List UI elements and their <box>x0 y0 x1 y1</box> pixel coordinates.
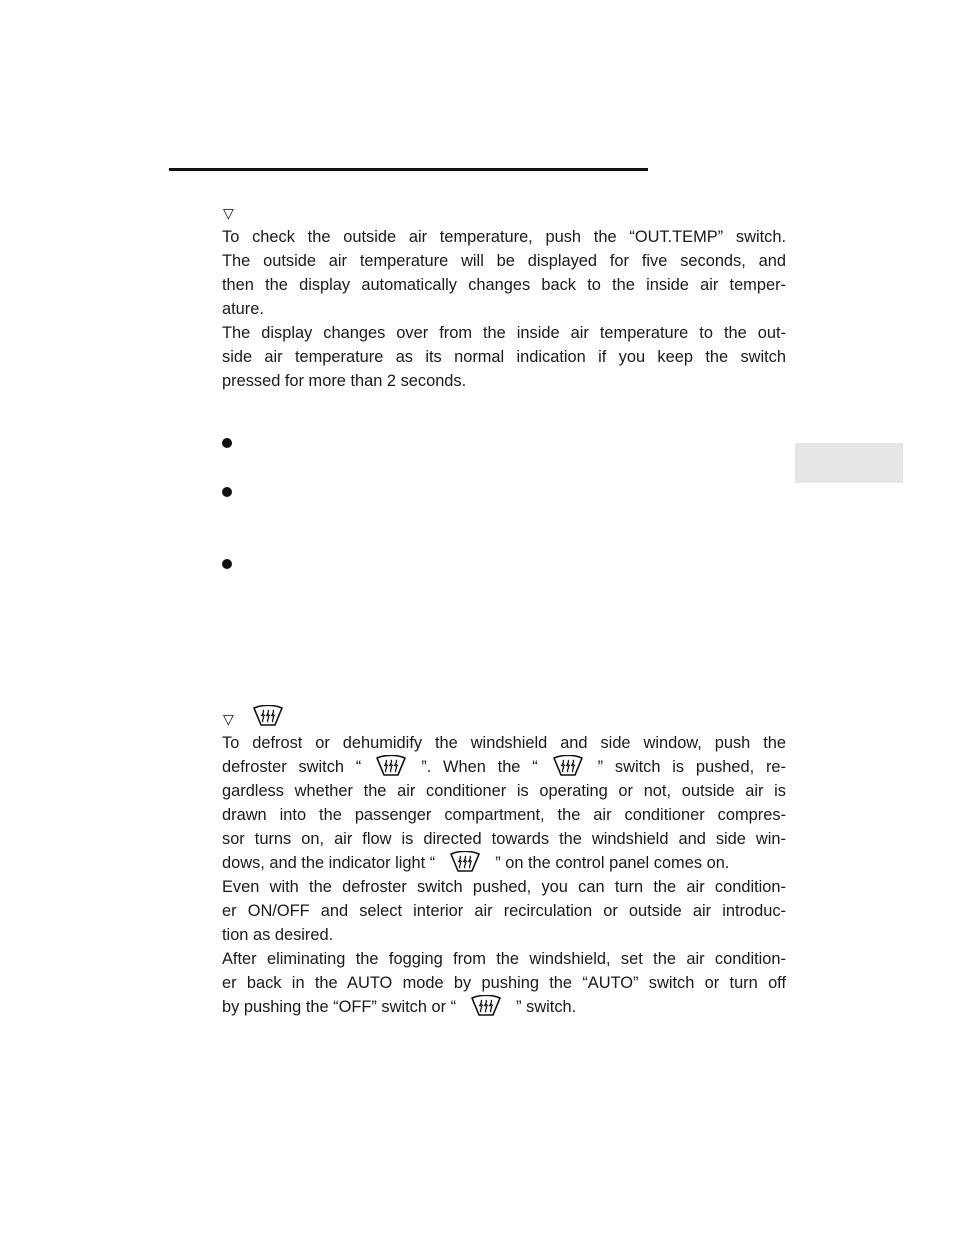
text-line: er back in the AUTO mode by pushing the “AUTO” switch or turn off <box>222 974 786 992</box>
triangle-marker-icon: ▽ <box>223 711 234 727</box>
text-line: tion as desired. <box>222 926 334 944</box>
section-rule <box>169 168 648 171</box>
text-segment: ”. When the “ <box>421 758 538 776</box>
triangle-marker-icon: ▽ <box>223 205 234 221</box>
text-segment: dows, and the indicator light “ <box>222 854 436 872</box>
text-line: The outside air temperature will be displayed for five seconds, and <box>222 252 786 270</box>
text-line <box>222 851 786 875</box>
defroster-icon <box>470 995 502 1017</box>
text-segment: defroster switch “ <box>222 758 362 776</box>
text-line: Even with the defroster switch pushed, you can turn the air condition- <box>222 878 786 896</box>
defroster-icon <box>375 755 407 777</box>
text-line: then the display automatically changes back to the inside air temper- <box>222 276 786 294</box>
bullet-icon <box>222 559 232 569</box>
text-line: drawn into the passenger compartment, the air conditioner compres- <box>222 806 786 824</box>
defroster-icon <box>252 705 284 727</box>
text-line: er ON/OFF and select interior air recirculation or outside air introduc- <box>222 902 786 920</box>
outside-temp-paragraph <box>222 225 786 393</box>
defroster-icon <box>449 851 481 873</box>
text-line: The display changes over from the inside air temperature to the out- <box>222 324 786 342</box>
text-line: ature. <box>222 300 264 318</box>
text-line: gardless whether the air conditioner is operating or not, outside air is <box>222 782 786 800</box>
text-segment: by pushing the “OFF” switch or “ <box>222 998 457 1016</box>
chapter-tab <box>795 443 903 483</box>
text-line <box>222 755 786 779</box>
bullet-icon <box>222 438 232 448</box>
text-segment: ” switch. <box>516 998 577 1016</box>
text-line: After eliminating the fogging from the windshield, set the air condition- <box>222 950 786 968</box>
defroster-icon <box>552 755 584 777</box>
text-line: To check the outside air temperature, push the “OUT.TEMP” switch. <box>222 228 786 246</box>
text-line: side air temperature as its normal indication if you keep the switch <box>222 348 786 366</box>
text-line <box>222 995 786 1019</box>
bullet-icon <box>222 487 232 497</box>
text-line: sor turns on, air flow is directed towards the windshield and side win- <box>222 830 786 848</box>
defroster-paragraph <box>222 731 786 1019</box>
text-segment: ” on the control panel comes on. <box>495 854 730 872</box>
text-line: pressed for more than 2 seconds. <box>222 372 467 390</box>
text-segment: ” switch is pushed, re- <box>597 758 786 776</box>
text-line: To defrost or dehumidify the windshield and side window, push the <box>222 734 786 752</box>
